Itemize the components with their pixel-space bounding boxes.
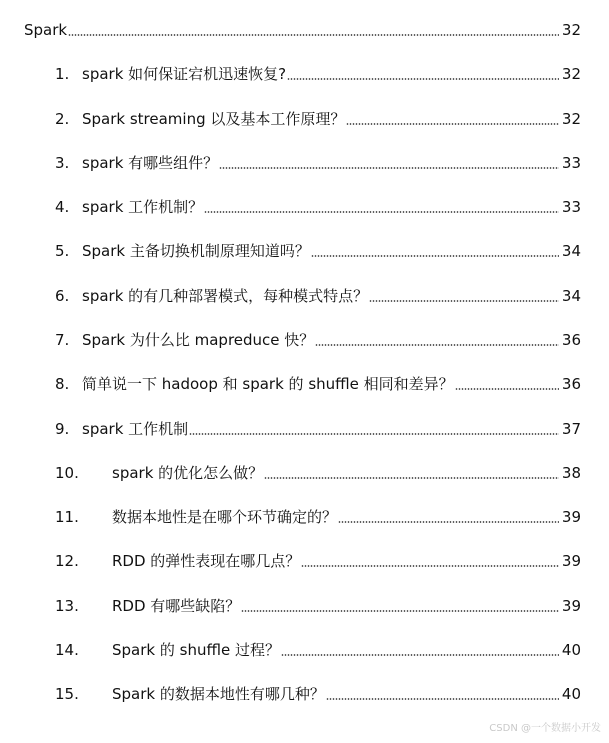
toc-entry-number: 1. (55, 65, 70, 83)
toc-entry-title: spark 的优化怎么做？ (112, 464, 264, 482)
toc-heading-title: Spark (24, 21, 68, 39)
toc-entry-number: 9. (55, 420, 70, 438)
toc-entry-page-number: 36 (561, 331, 581, 349)
dot-leader (189, 433, 559, 435)
toc-entry[interactable] (55, 107, 581, 131)
toc-entry[interactable] (55, 151, 581, 175)
dot-leader (346, 123, 559, 125)
dot-leader (241, 610, 559, 612)
toc-heading-spark[interactable] (24, 18, 581, 42)
toc-entry-number: 13. (55, 597, 79, 615)
dot-leader (315, 344, 559, 346)
dot-leader (287, 78, 559, 80)
toc-entry[interactable] (55, 284, 581, 308)
toc-entry-title: RDD 有哪些缺陷？ (112, 597, 241, 615)
toc-entry-number: 11. (55, 508, 79, 526)
toc-entry-page-number: 39 (561, 597, 581, 615)
toc-entry[interactable] (55, 372, 581, 396)
toc-entry-title: spark 工作机制？ (82, 198, 204, 216)
toc-entry[interactable] (55, 505, 581, 529)
toc-entry-number: 2. (55, 110, 70, 128)
toc-entry-title: Spark 主备切换机制原理知道吗？ (82, 242, 310, 260)
toc-entry-number: 10. (55, 464, 79, 482)
toc-entry-page-number: 40 (561, 685, 581, 703)
toc-entry[interactable] (55, 461, 581, 485)
toc-entry-number: 3. (55, 154, 70, 172)
toc-entry-number: 12. (55, 552, 79, 570)
toc-entry-page-number: 39 (561, 508, 581, 526)
dot-leader (219, 167, 559, 169)
toc-entry[interactable] (55, 638, 581, 662)
toc-entry-title: 简单说一下 hadoop 和 spark 的 shuffle 相同和差异？ (82, 375, 454, 393)
toc-entry-page-number: 34 (561, 287, 581, 305)
toc-entry[interactable] (55, 594, 581, 618)
toc-entry[interactable] (55, 195, 581, 219)
dot-leader (68, 34, 559, 36)
dot-leader (281, 654, 559, 656)
toc-entry-page-number: 34 (561, 242, 581, 260)
toc-entry-title: spark 工作机制 (82, 420, 189, 438)
toc-entry[interactable] (55, 417, 581, 441)
dot-leader (338, 521, 559, 523)
dot-leader (369, 300, 559, 302)
toc-heading-page-number: 32 (561, 21, 581, 39)
toc-entry-number: 7. (55, 331, 70, 349)
toc-entry-page-number: 39 (561, 552, 581, 570)
toc-entry-title: 数据本地性是在哪个环节确定的？ (112, 508, 338, 526)
dot-leader (455, 388, 559, 390)
toc-entry[interactable] (55, 549, 581, 573)
dot-leader (311, 255, 559, 257)
toc-entry-page-number: 36 (561, 375, 581, 393)
toc-entry[interactable] (55, 239, 581, 263)
toc-entry-title: spark 有哪些组件？ (82, 154, 219, 172)
toc-entry-number: 4. (55, 198, 70, 216)
toc-entry-title: Spark 的数据本地性有哪几种？ (112, 685, 325, 703)
toc-entry-title: Spark 的 shuffle 过程？ (112, 641, 280, 659)
toc-entry-number: 8. (55, 375, 70, 393)
toc-entry-title: Spark streaming 以及基本工作原理？ (82, 110, 346, 128)
toc-entry[interactable] (55, 682, 581, 706)
toc-entry-number: 14. (55, 641, 79, 659)
toc-entry-page-number: 40 (561, 641, 581, 659)
dot-leader (326, 698, 559, 700)
toc-entry-title: spark 的有几种部署模式，每种模式特点？ (82, 287, 369, 305)
toc-entry-number: 15. (55, 685, 79, 703)
toc-entry-page-number: 32 (561, 110, 581, 128)
toc-entry-number: 6. (55, 287, 70, 305)
toc-entry[interactable] (55, 62, 581, 86)
toc-entry-title: Spark 为什么比 mapreduce 快？ (82, 331, 315, 349)
toc-entry-page-number: 33 (561, 154, 581, 172)
toc-entry-page-number: 37 (561, 420, 581, 438)
toc-entry[interactable] (55, 328, 581, 352)
toc-entry-title: spark 如何保证宕机迅速恢复? (82, 65, 287, 83)
toc-entry-page-number: 32 (561, 65, 581, 83)
toc-entry-title: RDD 的弹性表现在哪几点？ (112, 552, 301, 570)
dot-leader (264, 477, 559, 479)
toc-entry-number: 5. (55, 242, 70, 260)
csdn-watermark: CSDN @一个数据小开发 (489, 723, 601, 734)
toc-entry-page-number: 38 (561, 464, 581, 482)
dot-leader (204, 211, 559, 213)
dot-leader (301, 565, 559, 567)
toc-entry-page-number: 33 (561, 198, 581, 216)
